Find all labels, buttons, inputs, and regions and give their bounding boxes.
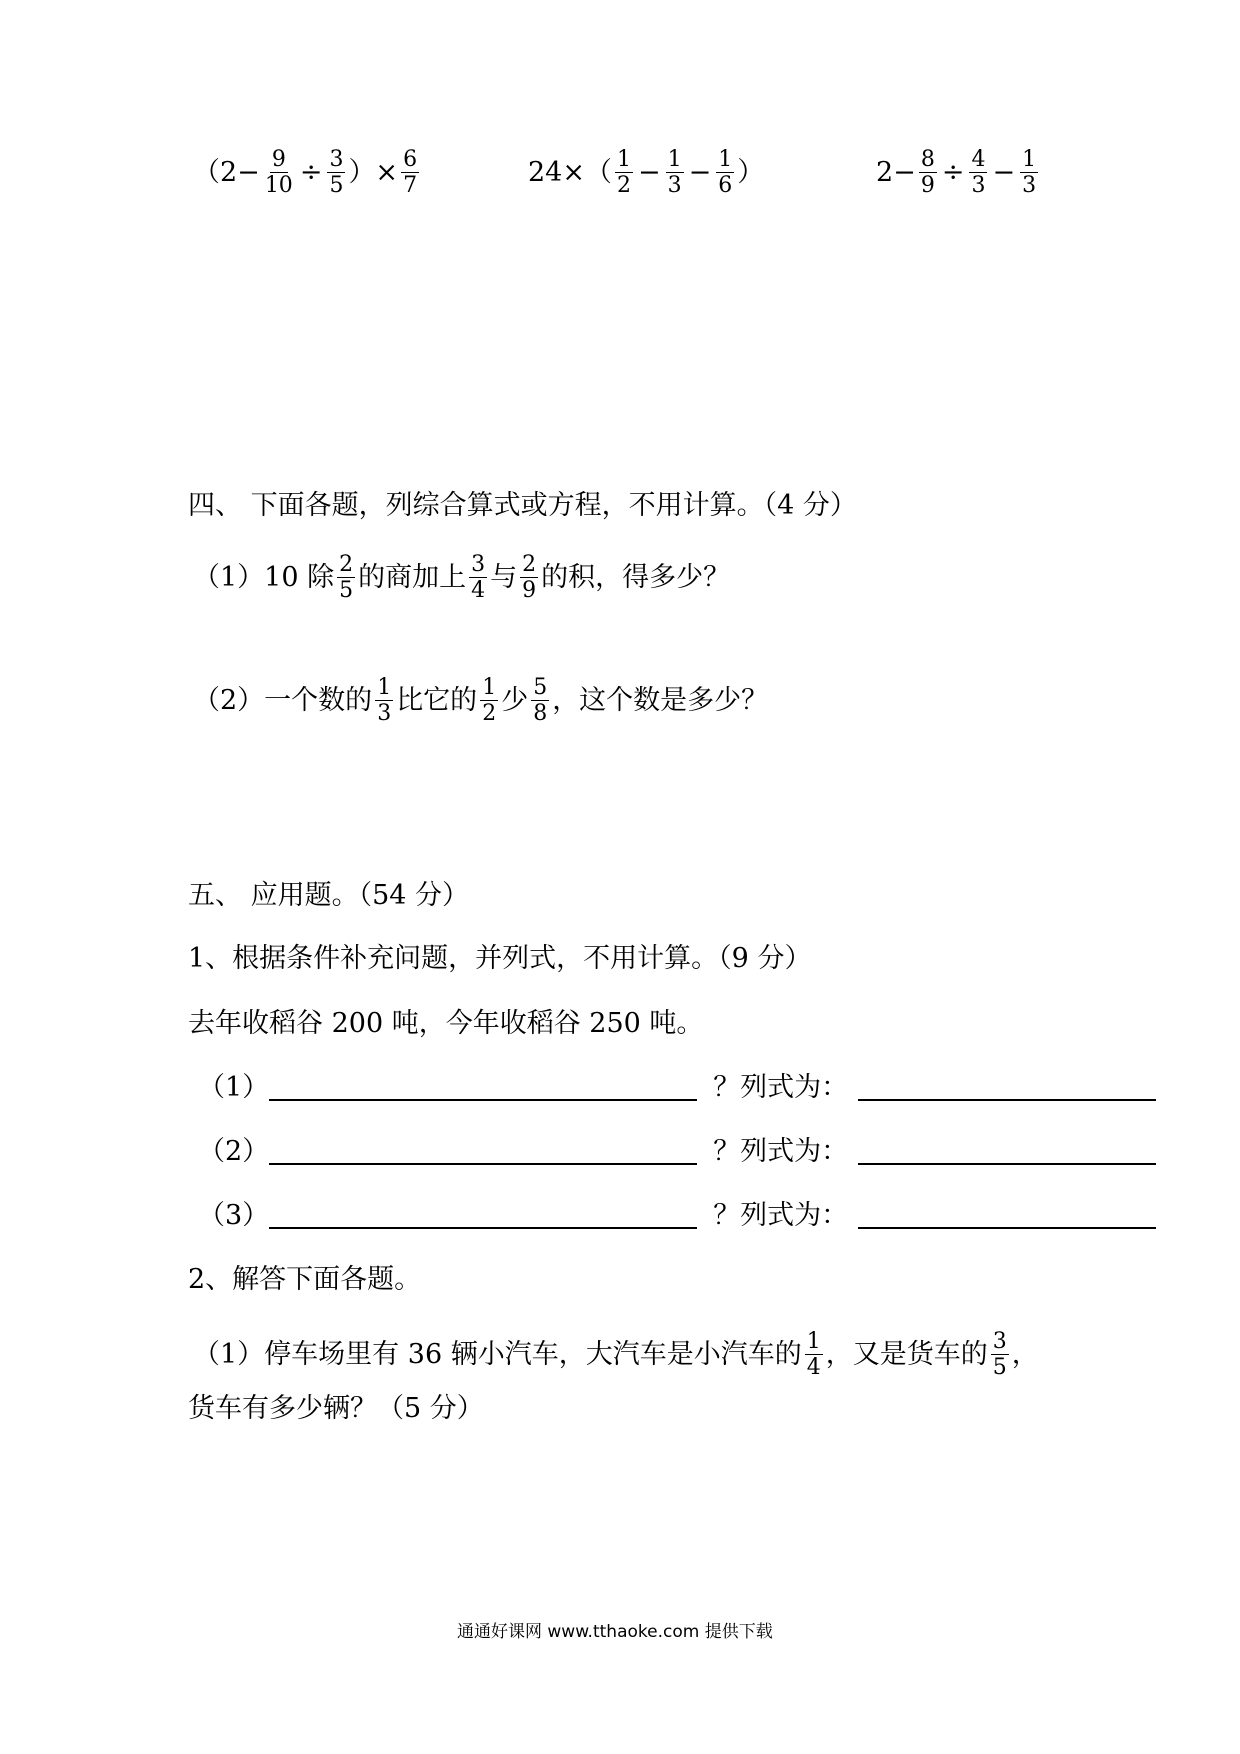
minus-sign: − — [688, 157, 712, 189]
answer-blank-question[interactable] — [269, 1203, 697, 1229]
expr-text: 24×（ — [528, 157, 612, 189]
expr-text: ） — [737, 157, 765, 189]
fraction: $\frac{1}{6}$ — [718, 147, 733, 199]
fill-row-label: （3） — [198, 1200, 270, 1231]
fraction: $\frac{2}{9}$ — [522, 552, 537, 604]
problem-2-question-1-continued: 货车有多少辆？（5 分） — [188, 1393, 484, 1424]
fraction: $\frac{1}{3}$ — [667, 147, 682, 199]
fraction: $\frac{8}{9}$ — [920, 147, 935, 199]
fill-row-suffix: ？列式为： — [713, 1136, 849, 1167]
fraction: $\frac{3}{5}$ — [329, 147, 344, 199]
section-4-question-1: （1）10 除 $\frac{2}{5}$ 的商加上 $\frac{3}{4}$ 与 $\frac{2}{9}$ 的积，得多少？ — [193, 552, 731, 604]
fraction: $\frac{1}{3}$ — [1022, 147, 1037, 199]
fill-row-suffix: ？列式为： — [713, 1200, 849, 1231]
problem-1-title: 1、根据条件补充问题，并列式，不用计算。（9 分） — [188, 943, 812, 974]
fraction: $\frac{1}{4}$ — [806, 1329, 821, 1381]
fraction: $\frac{4}{3}$ — [971, 147, 986, 199]
fill-row-3 — [198, 1202, 1156, 1229]
expr-text: ）× — [348, 157, 399, 189]
fraction: $\frac{9}{10}$ — [264, 147, 293, 199]
section-5-title: 五、 应用题。（54 分） — [188, 880, 470, 911]
divide-sign: ÷ — [299, 157, 323, 189]
fraction: $\frac{2}{5}$ — [339, 552, 354, 604]
answer-blank-formula[interactable] — [858, 1203, 1156, 1229]
section-4-question-2: （2）一个数的 $\frac{1}{3}$ 比它的 $\frac{1}{2}$ 少 $\frac{5}{8}$ ，这个数是多少？ — [193, 675, 769, 727]
page-footer: 通通好课网 www.tthaoke.com 提供下载 — [457, 1622, 773, 1642]
fraction: $\frac{1}{3}$ — [377, 675, 392, 727]
fraction: $\frac{3}{5}$ — [992, 1329, 1007, 1381]
answer-blank-formula[interactable] — [858, 1075, 1156, 1101]
expr-text: 2− — [876, 157, 916, 189]
fraction: $\frac{6}{7}$ — [403, 147, 418, 199]
problem-1-condition: 去年收稻谷 200 吨，今年收稻谷 250 吨。 — [188, 1008, 704, 1039]
expression-2 — [528, 148, 764, 197]
expression-1 — [193, 148, 422, 197]
fill-row-label: （1） — [198, 1072, 270, 1103]
answer-blank-question[interactable] — [269, 1075, 697, 1101]
problem-2-title: 2、解答下面各题。 — [188, 1264, 422, 1295]
fill-row-2 — [198, 1138, 1156, 1165]
fraction: $\frac{5}{8}$ — [533, 675, 548, 727]
divide-sign: ÷ — [941, 157, 965, 189]
fraction: $\frac{1}{2}$ — [482, 675, 497, 727]
fill-row-1 — [198, 1074, 1156, 1101]
minus-sign: − — [992, 157, 1016, 189]
problem-2-question-1: （1）停车场里有 36 辆小汽车，大汽车是小汽车的 $\frac{1}{4}$ ，又是货车的 $\frac{3}{5}$ ， — [193, 1329, 1039, 1381]
fraction: $\frac{1}{2}$ — [616, 147, 631, 199]
expr-text: （2− — [193, 157, 260, 189]
fill-row-label: （2） — [198, 1136, 270, 1167]
section-4-title: 四、 下面各题，列综合算式或方程，不用计算。（4 分） — [188, 490, 857, 521]
fraction: $\frac{3}{4}$ — [471, 552, 486, 604]
fill-row-suffix: ？列式为： — [713, 1072, 849, 1103]
answer-blank-question[interactable] — [269, 1139, 697, 1165]
answer-blank-formula[interactable] — [858, 1139, 1156, 1165]
expression-3 — [876, 148, 1041, 197]
minus-sign: − — [637, 157, 661, 189]
